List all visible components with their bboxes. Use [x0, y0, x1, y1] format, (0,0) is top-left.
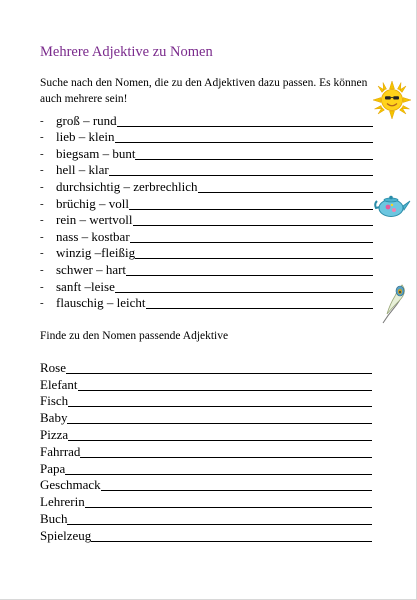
dash-bullet: - — [40, 147, 44, 160]
answer-line[interactable] — [85, 507, 372, 508]
answer-line[interactable] — [126, 275, 373, 276]
noun-label: Fisch — [40, 393, 69, 409]
answer-line[interactable] — [146, 308, 373, 309]
feather-icon — [378, 282, 408, 326]
adjective-pair-row — [40, 277, 380, 294]
answer-line[interactable] — [80, 457, 372, 458]
noun-row — [40, 509, 380, 526]
noun-label: Spielzeug — [40, 527, 92, 543]
noun-label: Papa — [40, 460, 66, 476]
adjective-pair-label: sanft –leise — [56, 278, 115, 294]
dash-bullet: - — [40, 214, 44, 227]
dash-bullet: - — [40, 197, 44, 210]
answer-line[interactable] — [115, 142, 373, 143]
teapot-icon — [373, 192, 411, 218]
answer-line[interactable] — [68, 440, 372, 441]
dash-bullet: - — [40, 297, 44, 310]
noun-row — [40, 425, 380, 442]
adjective-pair-row — [40, 244, 380, 261]
answer-line[interactable] — [91, 541, 372, 542]
noun-label: Pizza — [40, 426, 69, 442]
sun-icon — [372, 80, 412, 120]
noun-label: Buch — [40, 510, 68, 526]
answer-line[interactable] — [133, 225, 373, 226]
noun-label: Elefant — [40, 376, 78, 392]
noun-row — [40, 408, 380, 425]
answer-line[interactable] — [68, 406, 372, 407]
adjective-pair-label: groß – rund — [56, 112, 117, 128]
adjective-pair-label: hell – klar — [56, 162, 109, 178]
intro-instruction: Suche nach den Nomen, die zu den Adjektiven dazu passen. Es können auch mehrere sein! — [40, 77, 368, 105]
dash-bullet: - — [40, 263, 44, 276]
adjective-pair-row — [40, 294, 380, 311]
adjective-pair-row — [40, 111, 380, 128]
noun-row — [40, 526, 380, 543]
adjective-pair-row — [40, 128, 380, 145]
adjective-pair-label: biegsam – bunt — [56, 145, 136, 161]
noun-label: Rose — [40, 359, 66, 375]
noun-row — [40, 476, 380, 493]
noun-row — [40, 375, 380, 392]
adjective-pair-row — [40, 194, 380, 211]
adjective-pair-row — [40, 144, 380, 161]
adjective-pairs-list — [40, 111, 380, 310]
adjective-pair-label: durchsichtig – zerbrechlich — [56, 178, 198, 194]
answer-line[interactable] — [101, 490, 372, 491]
noun-row — [40, 492, 380, 509]
nouns-list — [40, 358, 380, 543]
answer-line[interactable] — [129, 209, 373, 210]
dash-bullet: - — [40, 114, 44, 127]
dash-bullet: - — [40, 164, 44, 177]
adjective-pair-label: rein – wertvoll — [56, 212, 133, 228]
dash-bullet: - — [40, 247, 44, 260]
answer-line[interactable] — [117, 126, 373, 127]
adjective-pair-row — [40, 260, 380, 277]
section2-instruction: Finde zu den Nomen passende Adjektive — [40, 330, 229, 342]
noun-row — [40, 459, 380, 476]
adjective-pair-label: lieb – klein — [56, 129, 115, 145]
answer-line[interactable] — [135, 159, 373, 160]
adjective-pair-row — [40, 227, 380, 244]
adjective-pair-label: brüchig – voll — [56, 195, 129, 211]
answer-line[interactable] — [109, 175, 373, 176]
adjective-pair-row — [40, 211, 380, 228]
noun-row — [40, 442, 380, 459]
adjective-pair-label: winzig –fleißig — [56, 245, 136, 261]
dash-bullet: - — [40, 180, 44, 193]
adjective-pair-label: nass – kostbar — [56, 228, 130, 244]
dash-bullet: - — [40, 280, 44, 293]
noun-row — [40, 358, 380, 375]
adjective-pair-label: schwer – hart — [56, 261, 127, 277]
answer-line[interactable] — [130, 242, 373, 243]
answer-line[interactable] — [78, 390, 372, 391]
answer-line[interactable] — [198, 192, 373, 193]
noun-label: Baby — [40, 410, 68, 426]
noun-label: Lehrerin — [40, 494, 85, 510]
adjective-pair-row — [40, 177, 380, 194]
answer-line[interactable] — [67, 423, 372, 424]
answer-line[interactable] — [115, 292, 373, 293]
answer-line[interactable] — [135, 258, 373, 259]
answer-line[interactable] — [66, 373, 372, 374]
worksheet-title: Mehrere Adjektive zu Nomen — [40, 44, 213, 60]
dash-bullet: - — [40, 131, 44, 144]
noun-label: Geschmack — [40, 477, 101, 493]
answer-line[interactable] — [65, 474, 372, 475]
adjective-pair-row — [40, 161, 380, 178]
noun-label: Fahrrad — [40, 443, 81, 459]
answer-line[interactable] — [67, 524, 372, 525]
adjective-pair-label: flauschig – leicht — [56, 295, 146, 311]
dash-bullet: - — [40, 230, 44, 243]
noun-row — [40, 392, 380, 409]
